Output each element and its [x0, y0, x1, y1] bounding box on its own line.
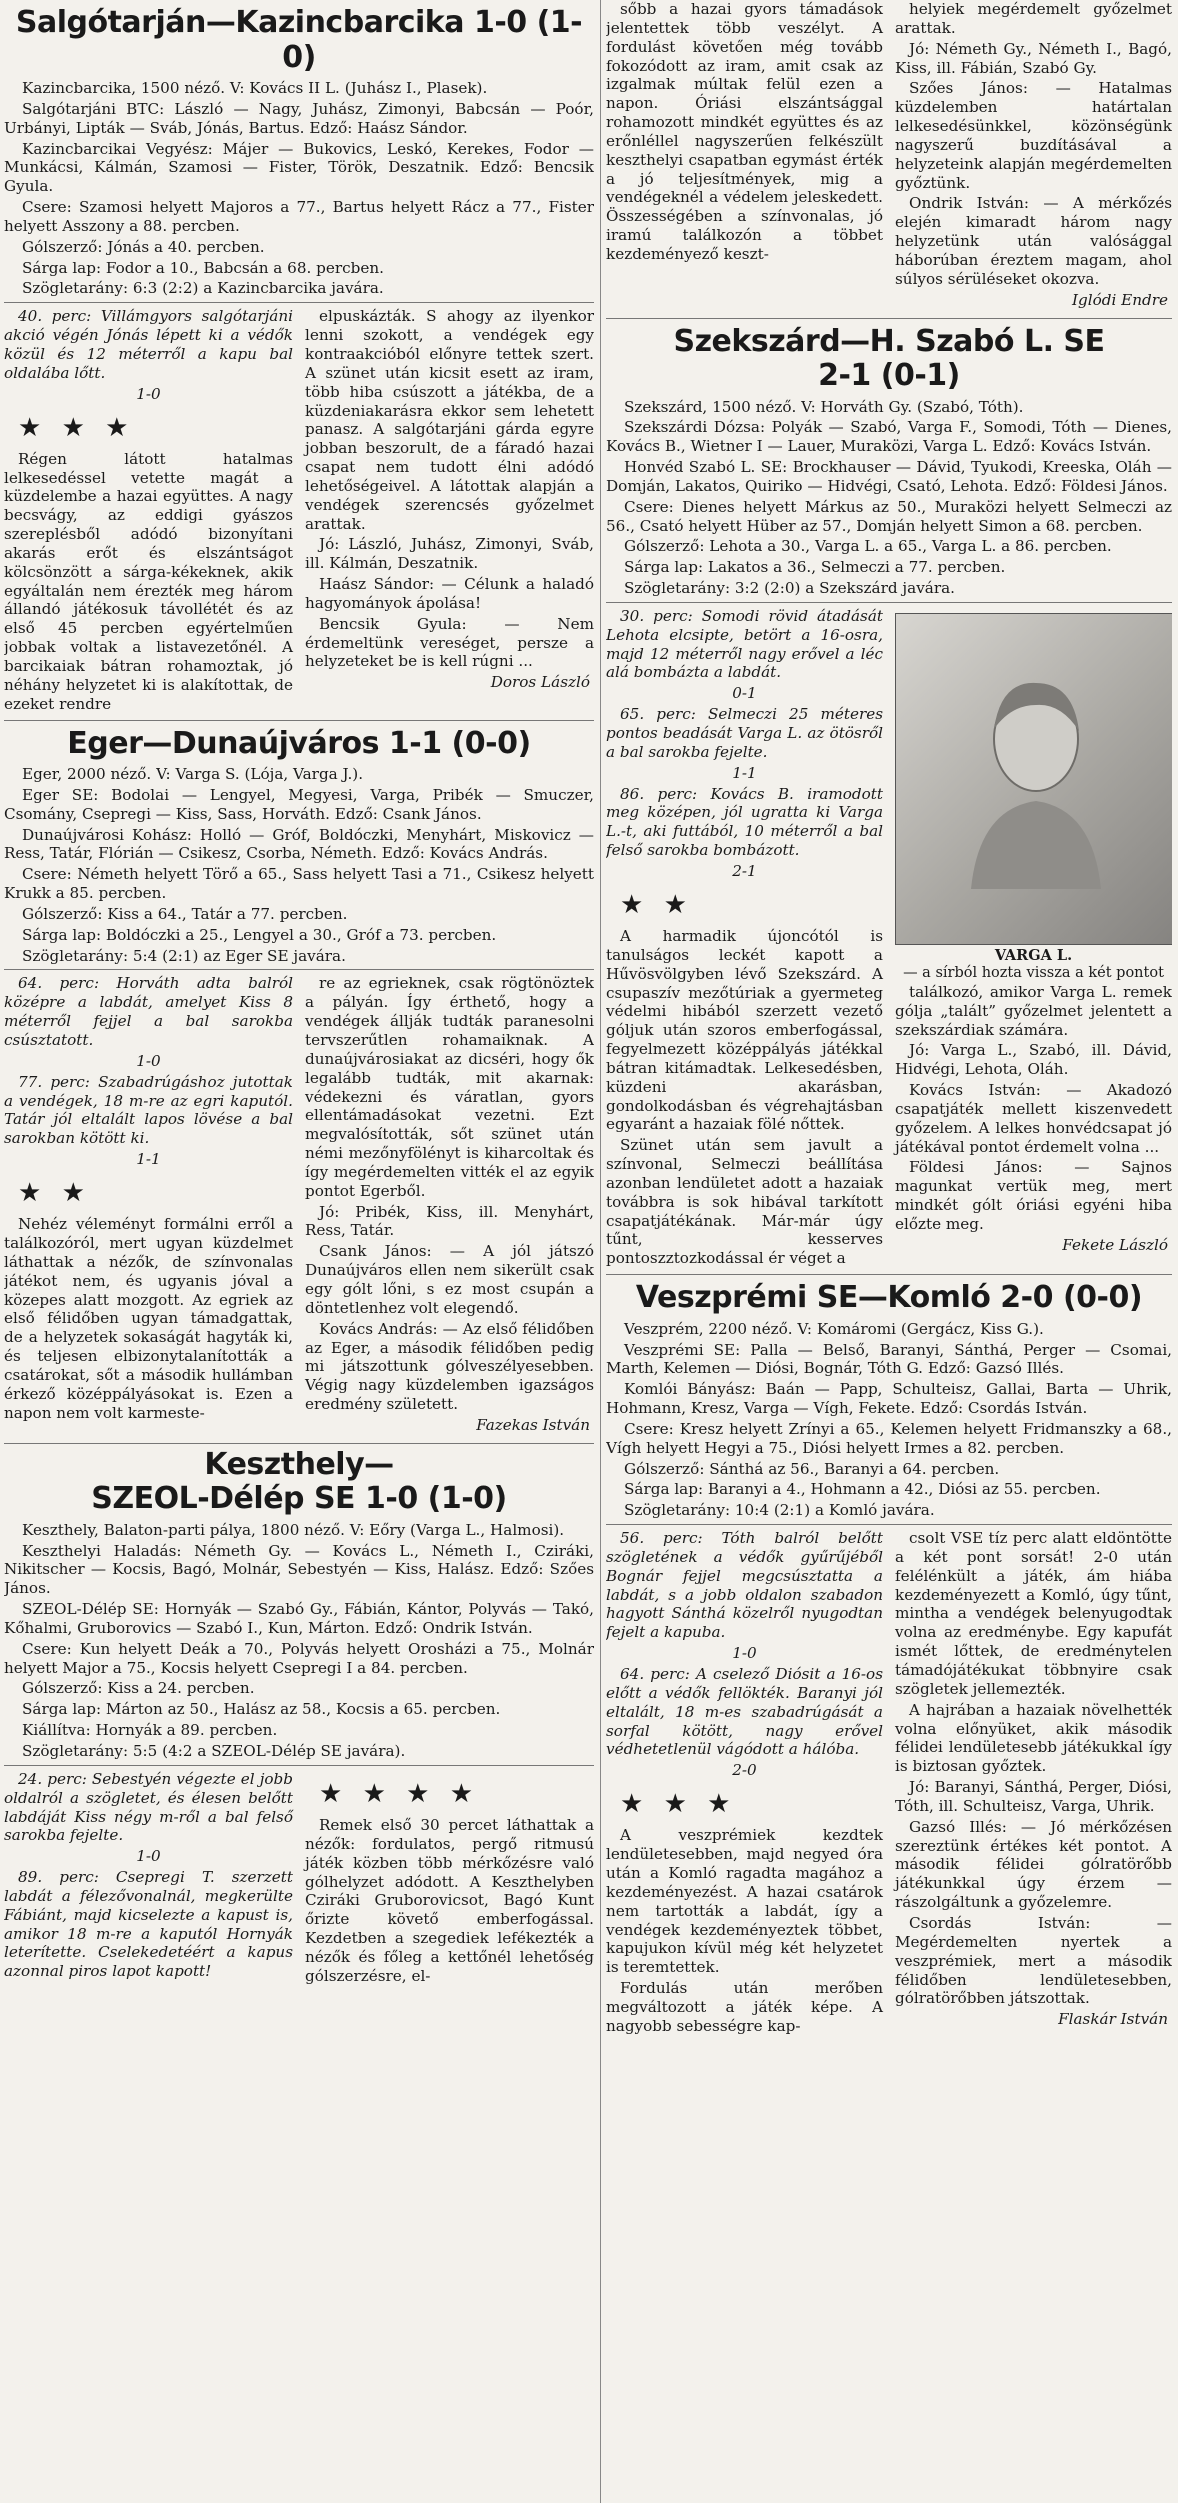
title-line: Keszthely— [204, 1446, 394, 1482]
yellow-cards: Sárga lap: Boldóczki a 25., Lengyel a 30., Gróf a 73. percben. [22, 925, 497, 944]
report-continuation-keszthely [606, 0, 1172, 314]
sub-column [305, 974, 594, 1438]
lineup-away: SZEOL-Délép SE: Hornyák — Szabó Gy., Fábián, Kántor, Polyvás — Takó, Kőhalmi, Gruborovics — Szabó I., Kun, Márton. Edző: Ondrik István. [4, 1600, 594, 1637]
rating-stars: ★ ★ [620, 889, 693, 920]
corners: Szögletarány: 10:4 (2:1) a Komló javára. [624, 1501, 935, 1520]
commentary: Fordulás után merőben megváltozott a játék képe. A nagyobb sebességre kap- [606, 1979, 883, 2035]
sub-column [4, 1770, 293, 1988]
best-players: Jó: Varga L., Szabó, ill. Dávid, Hidvégi, Lehota, Oláh. [895, 1041, 1172, 1079]
report-body-salgotarjan [4, 307, 594, 715]
divider [4, 1443, 594, 1444]
goal-description: 64. perc: A cselező Diósit a 16-os előtt a védők fellökték. Baranyi jól eltalált, 18 m-es szabadrúgását a sorfal kötött, nagy erővel védhetetlenül vágódott a hálóba. [606, 1665, 883, 1759]
report-body-veszprem [606, 1529, 1172, 2037]
match-title-szekszard [606, 325, 1172, 394]
sub-column [895, 0, 1172, 314]
scorers: Gólszerző: Sánthá az 56., Baranyi a 64. percben. [624, 1459, 1000, 1478]
match-report-keszthely [4, 1521, 594, 1761]
commentary: A hajrában a hazaiak növelhették volna előnyüket, akik második félidei lendületesebb játékukkal így is biztosan győztek. [895, 1700, 1172, 1776]
score-line: 1-0 [136, 1051, 161, 1070]
divider [606, 1274, 1172, 1275]
lineup-home: Keszthelyi Haladás: Németh Gy. — Kovács L., Németh I., Cziráki, Nikitscher — Kocsis, Bagó, Molnár, Sebestyén — Kiss, Halász. Edző: Szőes János. [4, 1541, 594, 1598]
divider [606, 602, 1172, 603]
commentary: sőbb a hazai gyors támadások jelentettek több veszélyt. A fordulást követően még tovább fokozódott az iram, amit csak az izgalmak múltak felül ezen a napon. Óriási elszántsággal rohamozott mindkét együttes és az erőnléllel nagyszerűen felkészült keszthelyi csapatban egymást érték a jó teljesítmények, mig a vendégeknél a védelem jeleskedett. Összességében a színvonalas, jó iramú találkozón a többet kezdeményező keszt- [606, 0, 883, 263]
sending-off: Kiállítva: Hornyák a 89. percben. [22, 1721, 278, 1740]
divider [4, 1765, 594, 1766]
venue: Eger, 2000 néző. V: Varga S. (Lója, Varga J.). [22, 765, 364, 784]
divider [606, 1524, 1172, 1525]
match-title-salgotarjan: Salgótarján—Kazincbarcika 1-0 (1-0) [15, 5, 583, 75]
player-photo [895, 613, 1172, 945]
coach-quote: Csank János: — A jól játszó Dunaújváros ellen nem sikerült csak egy gólt lőni, s ez most csupán a döntetlenhez volt elegendő. [305, 1242, 594, 1317]
venue: Kazincbarcika, 1500 néző. V: Kovács II L. (Juhász I., Plasek). [22, 79, 488, 97]
coach-quote: Csordás István: — Megérdemelten nyertek a veszprémiek, mert a második félidőben lendületesebben, gólratörőbben játszottak. [895, 1913, 1172, 2008]
goal-description: 56. perc: Tóth balról belőtt szögletének a védők gyűrűjéből Bognár fejjel megcsúsztatta a labdát, s a jobb oldalon szabadon hagyott Sánthá közelről nyugodtan fejelt a kapuba. [606, 1529, 883, 1642]
score-line: 1-0 [136, 1847, 161, 1866]
scorers: Gólszerző: Kiss a 64., Tatár a 77. percben. [22, 904, 348, 923]
column-right [606, 0, 1172, 2503]
venue: Keszthely, Balaton-parti pálya, 1800 néző. V: Eőry (Varga L., Halmosi). [22, 1520, 565, 1539]
divider [4, 969, 594, 970]
goal-description: 40. perc: Villámgyors salgótarjáni akció végén Jónás lépett ki a védők közül és 12 méterről a kapu bal oldalába lőtt. [4, 307, 293, 382]
lineup-home: Veszprémi SE: Palla — Belső, Baranyi, Sánthá, Perger — Csomai, Marth, Kelemen — Diósi, Bognár, Tóth G. Edző: Gazsó Illés. [606, 1340, 1172, 1378]
rating-stars: ★ ★ ★ ★ [319, 1778, 480, 1809]
commentary: találkozó, amikor Varga L. remek gólja „talált” győzelmet jelentett a szekszárdiak számára. [895, 982, 1172, 1039]
score-line: 2-0 [732, 1761, 757, 1780]
goal-description: 65. perc: Selmeczi 25 méteres pontos beadását Varga L. az ötösről a bal sarokba fejelte. [606, 705, 883, 761]
sub-column [606, 1529, 883, 2037]
corners: Szögletarány: 6:3 (2:2) a Kazincbarcika javára. [22, 279, 384, 298]
lineup-away: Dunaújvárosi Kohász: Holló — Gróf, Boldóczki, Menyhárt, Miskovicz — Ress, Tatár, Flórián — Csikesz, Csorba, Németh. Edző: Kovács András. [4, 825, 594, 863]
author: Flaskár István [1058, 2010, 1168, 2029]
coach-quote: Gazsó Illés: — Jó mérkőzésen szereztünk értékes két pontot. A második félidei gólratörőbb játékunkkal úgy érzem — rászolgáltunk a győzelemre. [895, 1817, 1172, 1912]
yellow-cards: Sárga lap: Lakatos a 36., Selmeczi a 77. percben. [624, 558, 1006, 577]
yellow-cards: Sárga lap: Baranyi a 4., Hohmann a 42., Diósi az 55. percben. [624, 1480, 1101, 1499]
match-title-keszthely [4, 1448, 594, 1517]
substitutions: Csere: Kresz helyett Zrínyi a 65., Kelemen helyett Fridmanszky a 68., Vígh helyett Hegyi a 75., Diósi helyett Irmes a 82. percben. [606, 1419, 1172, 1457]
divider [4, 302, 594, 303]
author: Fazekas István [476, 1415, 590, 1434]
scorers: Gólszerző: Kiss a 24. percben. [22, 1679, 255, 1698]
author: Doros László [490, 673, 590, 692]
score-line: 1-0 [732, 1644, 757, 1663]
best-players: Jó: Baranyi, Sánthá, Perger, Diósi, Tóth, ill. Schulteisz, Varga, Uhrik. [895, 1778, 1172, 1815]
sub-column [4, 974, 293, 1438]
coach-quote: Haász Sándor: — Célunk a haladó hagyományok ápolása! [305, 575, 594, 612]
corners: Szögletarány: 3:2 (2:0) a Szekszárd javára. [624, 579, 955, 598]
venue: Veszprém, 2200 néző. V: Komáromi (Gergácz, Kiss G.). [624, 1319, 1044, 1338]
substitutions: Csere: Szamosi helyett Majoros a 77., Bartus helyett Rácz a 77., Fister helyett Asszony a 88. percben. [4, 198, 594, 235]
commentary: Remek első 30 percet láthattak a nézők: fordulatos, pergő ritmusú játék közben több mérkőzésre való gólhelyzet adódott. A Keszthelyben Cziráki Gruborovicsot, Bagó Kunt őrizte követő emberfogással. Kezdetben a szegediek lefékezték a nézők és főleg a kettőnél lehetőség gólszerzésre, el- [305, 1816, 594, 1985]
score-line: 1-1 [136, 1150, 161, 1169]
commentary: A veszprémiek kezdtek lendületesebben, majd negyed óra után a Komló ragadta magához a kezdeményezést. A hazai csatárok nem tartották a labdát, így a vendégek kezdeményeztek többet, kapujukon kívül még két helyzetet is teremtettek. [606, 1826, 883, 1977]
caption-name: VARGA L. [994, 946, 1073, 964]
yellow-cards: Sárga lap: Fodor a 10., Babcsán a 68. percben. [22, 258, 384, 277]
commentary: csolt VSE tíz perc alatt eldöntötte a két pont sorsát! 2-0 után felélénkült a játék, ám hiába kezdeményezett a Komló, úgy tűnt, mintha a vendégek belenyugodtak volna az eredménybe. Egy kapufát ismét lőttek, de eredménytelen támadójátékukat többnyire csak szögletek jellemezték. [895, 1529, 1172, 1698]
substitutions: Csere: Németh helyett Törő a 65., Sass helyett Tasi a 71., Csikesz helyett Krukk a 85. percben. [4, 865, 594, 903]
rating-stars: ★ ★ ★ [620, 1789, 737, 1820]
sub-column [4, 307, 293, 715]
coach-quote: Földesi János: — Sajnos magunkat vertük meg, mert mindkét gólt óriási egyéni hiba előzte meg. [895, 1158, 1172, 1233]
substitutions: Csere: Dienes helyett Márkus az 50., Muraközi helyett Selmeczi az 56., Csató helyett Hüber az 57., Domján helyett Simon a 68. percben. [606, 497, 1172, 535]
title-line: Szekszárd—H. Szabó L. SE [673, 323, 1105, 359]
sub-column [305, 307, 594, 715]
score-line: 0-1 [732, 684, 757, 703]
match-report-eger [4, 765, 594, 965]
photo-caption [895, 947, 1172, 983]
commentary: Nehéz véleményt formálni erről a találkozóról, mert ugyan küzdelmet láthattak a nézők, de színvonalas játékot nem, és ugyanis jóval a közepes alatt mozgott. Az egriek az első félidőben ugyan támadgattak, de a helyzetek sokaságát hagyták ki, és teljesen elbizonytalanították a csatárokat, sőt a második hullámban érkező középpályásokat is. Ezen a napon nem volt karmeste- [4, 1215, 293, 1422]
title-line: SZEOL-Délép SE 1-0 (1-0) [91, 1481, 507, 1517]
incident-description: 89. perc: Csepregi T. szerzett labdát a félezővonalnál, megkerülte Fábiánt, majd kicselezte a kapust is, amikor 18 m-re a kaputól Hornyák leterítette. Cselekedetéért a kapus azonnal piros lapot kapott! [4, 1868, 293, 1981]
match-report-szekszard [606, 398, 1172, 598]
sub-column [305, 1770, 594, 1988]
coach-quote: Kovács István: — Akadozó csapatjáték mellett kiszenvedett győzelem. A lelkes honvédcsapat jó játékával pontot érdemelt volna ... [895, 1081, 1172, 1156]
divider [606, 318, 1172, 319]
lineup-away: Kazincbarcikai Vegyész: Májer — Bukovics, Leskó, Kerekes, Fodor — Munkácsi, Kálmán, Szamosi — Fister, Török, Deszatnik. Edző: Bencsik Gyula. [4, 139, 594, 196]
best-players: Jó: Németh Gy., Németh I., Bagó, Kiss, ill. Fábián, Szabó Gy. [895, 39, 1172, 77]
rating-stars: ★ ★ ★ [18, 412, 135, 443]
column-left [4, 0, 594, 2503]
lineup-home: Szekszárdi Dózsa: Polyák — Szabó, Varga F., Somodi, Tóth — Dienes, Kovács B., Wietner I — Lauer, Muraközi, Varga L. Edző: Kovács István. [606, 418, 1172, 456]
coach-quote: Bencsik Gyula: — Nem érdemeltünk vereséget, persze a helyzeteket be is kell rúgni ... [305, 614, 594, 671]
coach-quote: Ondrik István: — A mérkőzés elején kimaradt három nagy helyzetünk után valósággal háborúban éreztem magam, ahol súlyos sérüléseket okozva. [895, 194, 1172, 288]
sub-column [606, 607, 883, 1270]
commentary: re az egrieknek, csak rögtönöztek a pályán. Így érthető, hogy a vendégek állják tudták paranesolni tervszerűtlen rohamaiknak. A dunaújvárosiakat az dicséri, hogy ők legalább tudták, mit akarnak: védekezni és váratlan, gyors ellentámadásokat vezetni. Ezt megvalósították, sőt szünet után némi mezőnyfölényt is kiharcoltak és így megérdemelten vitték el az egyik pontot Egerből. [305, 974, 594, 1200]
venue: Szekszárd, 1500 néző. V: Horváth Gy. (Szabó, Tóth). [624, 397, 1024, 416]
goal-description: 77. perc: Szabadrúgáshoz jutottak a vendégek, 18 m-re az egri kaputól. Tatár jól eltalált lapos lövése a bal sarokban kötött ki. [4, 1072, 293, 1148]
rating-stars: ★ ★ [18, 1177, 91, 1208]
commentary: elpuskázták. S ahogy az ilyenkor lenni szokott, a vendégek egy kontraakcióból előnyre tettek szert. A szünet után kicsit esett az iram, több hiba csúszott a játékba, de a küzdeniakarásra ekkor sem lehetett panasz. A salgótarjáni gárda egyre jobban beszorult, de a fáradó hazai csapat nem tudott élni adódó lehetőségeivel. A látottak alapján a vendégek szerencsés győzelmet arattak. [305, 307, 594, 533]
match-report-veszprem [606, 1320, 1172, 1520]
commentary: A harmadik újoncótól is tanulságos leckét kapott a Hűvösvölgyben lévő Szekszárd. A csupaszív mezőtúriak a gyermeteg védelmi hibából szerzett vezető góljuk után szoros emberfogással, fegyelmezett középpályás játékkal bátran kitámadtak. Lelkesedésben, küzdeni akarásban, gondolkodásban és végrehajtásban egyaránt a hazaiak fölé nőttek. [606, 926, 883, 1134]
best-players: Jó: Pribék, Kiss, ill. Menyhárt, Ress, Tatár. [305, 1202, 594, 1240]
match-title-eger: Eger—Dunaújváros 1-1 (0-0) [67, 725, 531, 761]
column-rule [600, 0, 601, 2503]
lineup-away: Komlói Bányász: Baán — Papp, Schulteisz, Gallai, Barta — Uhrik, Hohmann, Kresz, Varga — Vígh, Fekete. Edző: Csordás István. [606, 1380, 1172, 1418]
report-body-keszthely [4, 1770, 594, 1988]
sub-column [895, 607, 1172, 1270]
yellow-cards: Sárga lap: Márton az 50., Halász az 58., Kocsis a 65. percben. [22, 1700, 501, 1719]
report-body-eger [4, 974, 594, 1438]
scorers: Gólszerző: Lehota a 30., Varga L. a 65., Varga L. a 86. percben. [624, 537, 1112, 556]
divider [4, 720, 594, 721]
scorers: Gólszerző: Jónás a 40. percben. [22, 237, 265, 256]
report-body-szekszard [606, 607, 1172, 1270]
coach-quote: Kovács András: — Az első félidőben az Eger, a második félidőben pedig mi játszottunk gólveszélyesebben. Végig nagy küzdelemben igazságos eredmény született. [305, 1319, 594, 1414]
goal-description: 64. perc: Horváth adta balról középre a labdát, amelyet Kiss 8 méterről fejjel a bal sarokba csúsztatott. [4, 974, 293, 1050]
substitutions: Csere: Kun helyett Deák a 70., Polyvás helyett Orosházi a 75., Molnár helyett Major a 75., Kocsis helyett Csepregi I a 84. percben. [4, 1639, 594, 1677]
author: Fekete László [1062, 1235, 1168, 1254]
sub-column [895, 1529, 1172, 2037]
goal-description: 24. perc: Sebestyén végezte el jobb oldalról a szögletet, és élesen belőtt labdáját Kiss négy m-ről a bal felső sarokba fejelte. [4, 1769, 293, 1845]
score-line: 1-1 [732, 763, 757, 782]
corners: Szögletarány: 5:5 (4:2 a SZEOL-Délép SE javára). [22, 1742, 406, 1761]
score-line: 2-1 [732, 861, 757, 880]
lineup-home: Eger SE: Bodolai — Lengyel, Megyesi, Varga, Pribék — Smuczer, Csomány, Csepregi — Kiss, Sass, Horváth. Edző: Csank János. [4, 785, 594, 823]
match-title-veszprem: Veszprémi SE—Komló 2-0 (0-0) [635, 1280, 1143, 1316]
score-line: 1-0 [136, 384, 161, 403]
caption-text: — a sírból hozta vissza a két pontot [903, 964, 1164, 981]
portrait-icon [961, 669, 1111, 889]
best-players: Jó: László, Juhász, Zimonyi, Sváb, ill. Kálmán, Deszatnik. [305, 535, 594, 573]
commentary: Régen látott hatalmas lelkesedéssel vetette magát a küzdelembe a hazai együttes. A nagy becsvágy, az eddigi gyászos szereplésből adódó bizonyítani akarás erőt és elszántságot kölcsönzött a sárga-kékeknek, akik egyáltalán nem érezték meg három állandó játékosuk távollétét és az első 45 percben egyértelműen jobbak voltak a listavezetőnél. A barcikaiak bátran rohamoztak, jó néhány helyzetet ki is alakítottak, de ezeket rendre [4, 449, 293, 713]
goal-description: 86. perc: Kovács B. iramodott meg középen, jól ugratta ki Varga L.-t, aki futtából, 10 méterről a bal felső sarokba bombázott. [606, 784, 883, 860]
title-line: 2-1 (0-1) [818, 358, 960, 393]
commentary: Szünet után sem javult a színvonal, Selmeczi beállítása azonban lendületet adott a hazaiak továbbra is sok hibával tarkított csapatjátékának. Már-már úgy tűnt, kesserves pontoszztozkodással ér véget a [606, 1136, 883, 1268]
goal-description: 30. perc: Somodi rövid átadását Lehota elcsipte, betört a 16-osra, majd 12 méterről nagy erővel a léc alá bombázta a labdát. [606, 606, 883, 682]
sub-column [606, 0, 883, 314]
coach-quote: Szőes János: — Hatalmas küzdelemben határtalan lelkesedésünkkel, közönségünk nagyszerű buzdításával a helyzeteink alapján megérdemelten győztünk. [895, 79, 1172, 192]
author: Iglódi Endre [1072, 290, 1168, 309]
lineup-away: Honvéd Szabó L. SE: Brockhauser — Dávid, Tyukodi, Kreeska, Oláh — Domján, Lakatos, Quiriko — Hidvégi, Csató, Lehota. Edző: Földesi János. [606, 458, 1172, 495]
corners: Szögletarány: 5:4 (2:1) az Eger SE javára. [22, 946, 346, 965]
lineup-home: Salgótarjáni BTC: László — Nagy, Juhász, Zimonyi, Babcsán — Poór, Urbányi, Lipták — Sváb, Jónás, Bartus. Edző: Haász Sándor. [4, 99, 594, 137]
commentary: helyiek megérdemelt győzelmet arattak. [895, 0, 1172, 37]
match-report-salgotarjan [4, 79, 594, 298]
